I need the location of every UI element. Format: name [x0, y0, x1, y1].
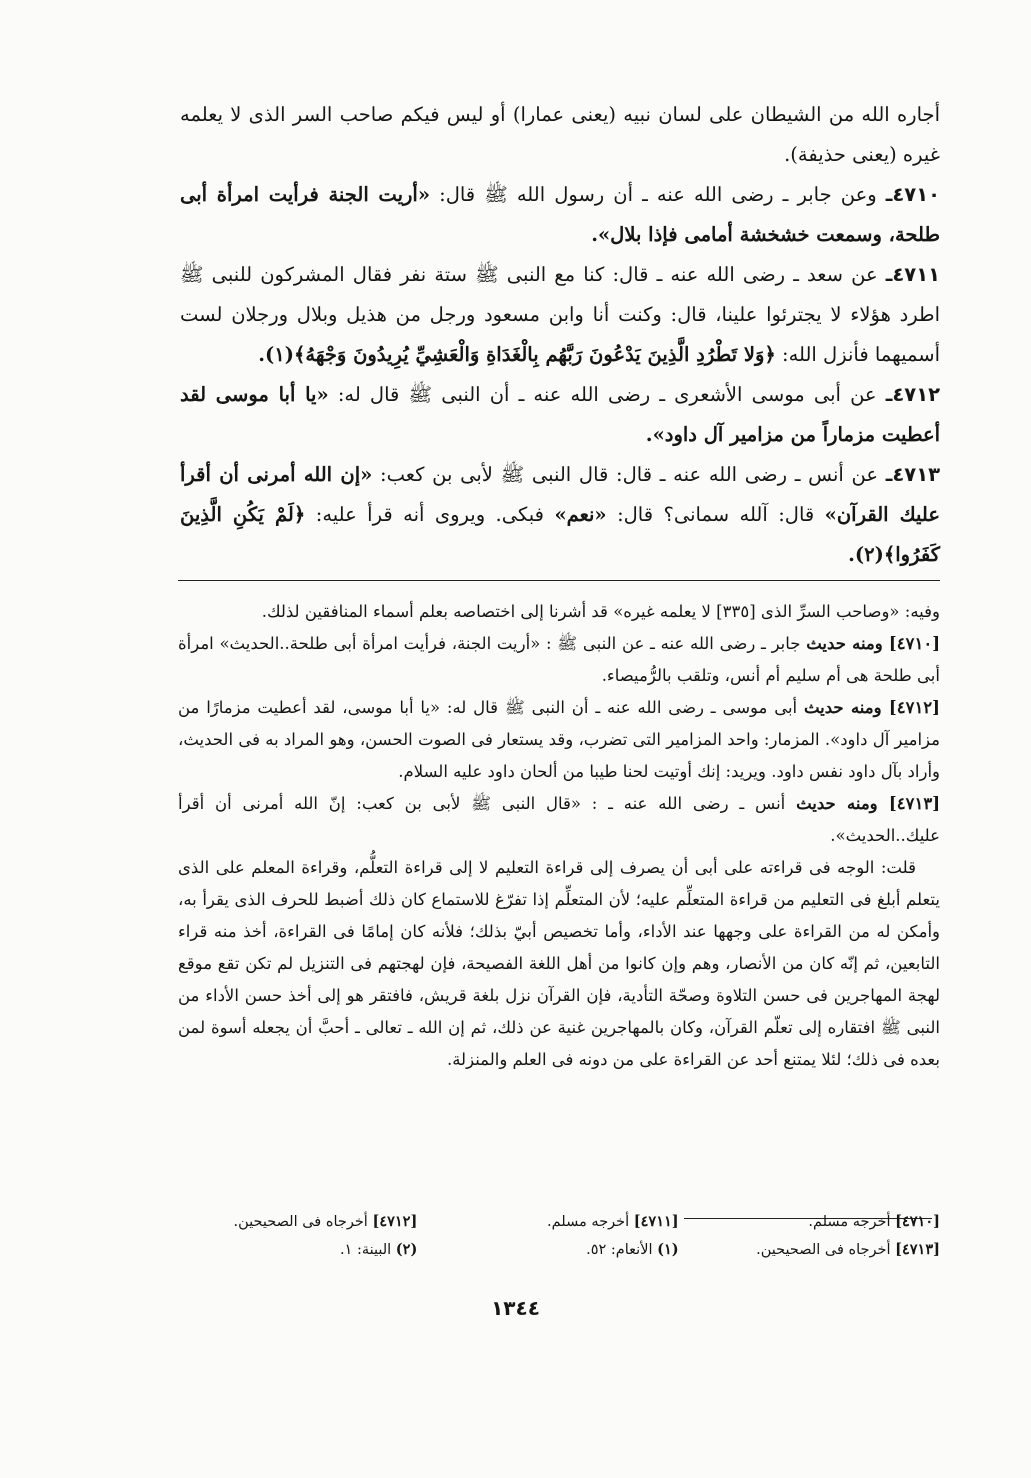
commentary-text: أنس ـ رضى الله عنه ـ : «قال النبى ﷺ لأبى بن كعب: إنّ الله أمرنى أن أقرأ عليك..الحديث».: [178, 794, 940, 845]
footnote-column: [703, 1208, 940, 1264]
hadith-text: عن أنس ـ رضى الله عنه ـ قال: قال النبى ﷺ لأبى بن كعب:: [380, 463, 879, 486]
hadith-number: ٤٧١٣ـ: [885, 463, 941, 486]
footnote: [703, 1236, 940, 1264]
hadith-quote: «أريت الجنة فرأيت امرأة أبى طلحة، وسمعت خشخشة أمامى فإذا بلال».: [180, 183, 940, 246]
footnote-number: [٤٧١٢]: [372, 1213, 418, 1230]
footnote-text: البينة: ١.: [339, 1242, 392, 1258]
footnote-number: [٤٧١١]: [633, 1213, 679, 1230]
commentary-para: [178, 692, 940, 788]
hadith-number: ٤٧١٠ـ: [885, 183, 940, 206]
footnote: [703, 1208, 940, 1236]
footnote-number: (١): [657, 1241, 679, 1258]
hadith-quote: «نعم»: [554, 503, 607, 526]
footnote: [180, 1208, 417, 1236]
commentary-para: [178, 788, 940, 852]
commentary-ref: [٤٧١٠] ومنه حديث: [806, 634, 941, 653]
footnote-column: [180, 1208, 417, 1264]
hadith-text: عن سعد ـ رضى الله عنه ـ قال: كنا مع النبى ﷺ ستة نفر فقال المشركون للنبى ﷺ اطرد هؤلاء لا يجترئوا علينا، قال: وكنت أنا وابن مسعود ورجل من هذيل وبلال ورجلان لست أسميهما فأنزل الله:: [180, 263, 940, 366]
commentary-ref: [٤٧١٢] ومنه حديث: [803, 698, 940, 717]
footnote-text: أخرجه مسلم.: [808, 1214, 891, 1230]
footnote-text: الأنعام: ٥٢.: [586, 1242, 653, 1258]
commentary-para: وفيه: «وصاحب السرِّ الذى [٣٣٥] لا يعلمه غيره» قد أشرنا إلى اختصاصه بعلم أسماء المنافقين لذلك.: [261, 602, 940, 621]
footnote-number: [٤٧١٣]: [895, 1241, 940, 1258]
quran-verse: ﴿لَمْ يَكُنِ الَّذِينَ كَفَرُوا﴾(٢).: [180, 503, 940, 566]
commentary-text: جابر ـ رضى الله عنه ـ عن النبى ﷺ : «أريت الجنة، فرأيت امرأة أبى طلحة..الحديث» امرأة أبى طلحة هى أم سليم أم أنس، وتلقب بالرُّميصاء.: [178, 634, 940, 685]
footnote-number: [٤٧١٠]: [895, 1213, 940, 1230]
hadith-quote: «يا أبا موسى لقد أعطيت مزماراً من مزامير آل داود».: [180, 383, 940, 446]
hadith-4710: [180, 175, 940, 255]
paragraph-intro: أجاره الله من الشيطان على لسان نبيه (يعنى عمارا) أو ليس فيكم صاحب السر الذى لا يعلمه غيره (يعنى حذيفة).: [180, 103, 940, 166]
footnote-text: أخرجاه فى الصحيحين.: [756, 1242, 891, 1258]
quran-verse: ﴿وَلا تَطْرُدِ الَّذِينَ يَدْعُونَ رَبَّهُم بِالْغَدَاةِ وَالْعَشِيِّ يُرِيدُونَ وَجْهَهُ﴾(١).: [258, 343, 776, 366]
footnotes: [180, 1208, 940, 1264]
footnote-text: أخرجاه فى الصحيحين.: [233, 1214, 368, 1230]
commentary-text: أبى موسى ـ رضى الله عنه ـ أن النبى ﷺ قال له: «يا أبا موسى، لقد أعطيت مزمارًا من مزامير آل داود». المزمار: واحد المزامير التى تضرب، وقد يستعار فى الصوت الحسن، وهو المراد به فى الحديث، وأراد بآل داود نفس داود. ويريد: إنك أوتيت لحنا طيبا من ألحان داود عليه السلام.: [178, 698, 940, 781]
footnote: [180, 1236, 417, 1264]
hadith-text: قال: آلله سمانى؟ قال:: [617, 503, 815, 526]
footnote: [441, 1208, 678, 1236]
commentary-para: [178, 628, 940, 692]
hadith-text: فبكى. ويروى أنه قرأ عليه:: [315, 503, 544, 526]
hadith-4712: [180, 375, 940, 455]
hadith-number: ٤٧١٢ـ: [885, 383, 940, 406]
footnote-column: [441, 1208, 678, 1264]
footnote: [441, 1236, 678, 1264]
commentary-ref: [٤٧١٣] ومنه حديث: [796, 794, 940, 813]
main-text: [180, 95, 940, 575]
hadith-4713: [180, 455, 940, 575]
hadith-text: عن أبى موسى الأشعرى ـ رضى الله عنه ـ أن النبى ﷺ قال له:: [337, 383, 877, 406]
footnote-number: (٢): [395, 1241, 418, 1258]
page-number: ١٣٤٤: [491, 1296, 540, 1320]
hadith-number: ٤٧١١ـ: [885, 263, 940, 286]
main-divider: [178, 580, 940, 581]
hadith-text: وعن جابر ـ رضى الله عنه ـ أن رسول الله ﷺ قال:: [439, 183, 877, 206]
hadith-quote: «إن الله أمرنى أن أقرأ عليك القرآن»: [180, 463, 940, 526]
hadith-4711: [180, 255, 940, 375]
footnote-text: أخرجه مسلم.: [547, 1214, 630, 1230]
commentary: [178, 596, 940, 1076]
commentary-para: قلت: الوجه فى قراءته على أبى أن يصرف إلى قراءة التعليم لا إلى قراءة التعلُّم، وقراءة المعلم على الذى يتعلم أبلغ فى التعليم من قراءة المتعلِّم عليه؛ لأن المتعلِّم إذا تفرّغ للاستماع كان ذلك أضبط للحرف الذى يقرأ به، وأمكن له من القراءة على وجهها عند الأداء، وأما تخصيص أبيّ بذلك؛ فلأنه كان إمامًا فى القراءة، أخذ منه قراء التابعين، ثم إنّه كان من الأنصار، وهم وإن كانوا من أهل اللغة الفصيحة، فإن لهجتهم فى التنزيل لم تكن تقع موقع لهجة المهاجرين فى حسن التلاوة وصحّة التأدية، فإن القرآن نزل بلغة قريش، فافتقر هو إلى أخذ حسن الأداء من النبى ﷺ افتقاره إلى تعلّم القرآن، وكان بالمهاجرين غنية عن ذلك، ثم إن الله ـ تعالى ـ أحبَّ أن يجعله أسوة لمن بعده فى ذلك؛ لئلا يمتنع أحد عن القراءة على من دونه فى العلم والمنزلة.: [178, 858, 940, 1069]
